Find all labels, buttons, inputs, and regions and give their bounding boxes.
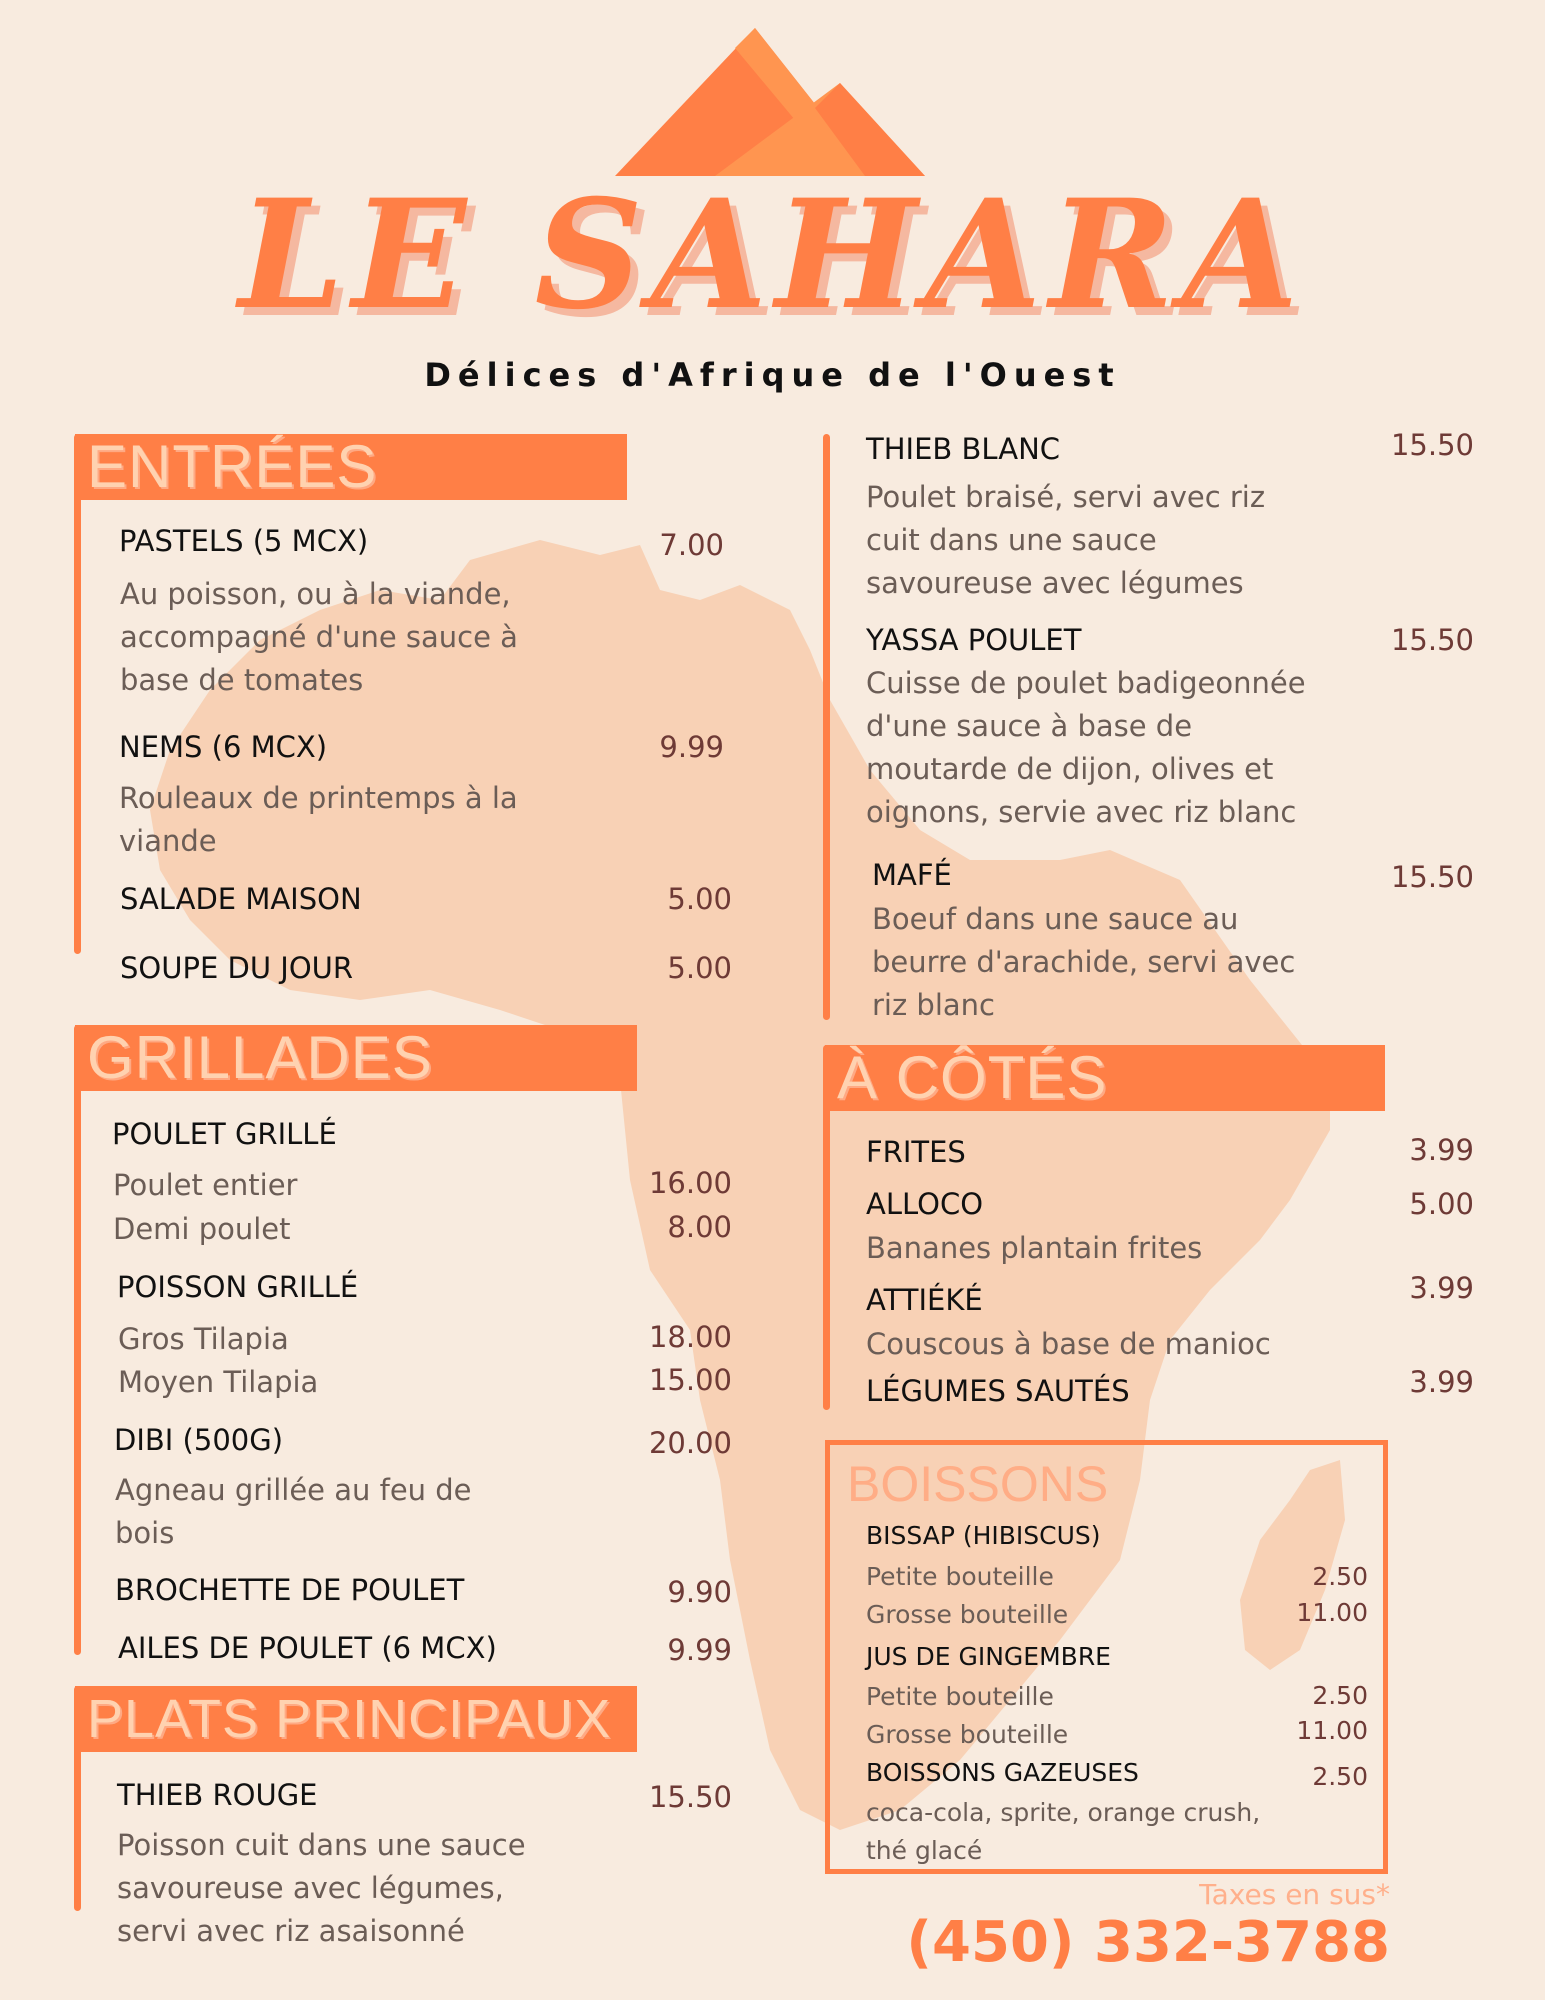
item-description: Bananes plantain frites [866,1231,1203,1265]
item-name: MAFÉ [872,858,952,892]
item-price: 5.00 [667,882,732,916]
item-name: AILES DE POULET (6 MCX) [118,1631,497,1665]
item-price: 11.00 [1296,1598,1368,1627]
item-name: THIEB ROUGE [117,1778,318,1812]
item-option: Gros Tilapia [118,1322,289,1356]
item-price: 15.50 [648,1780,732,1814]
item-price: 9.90 [667,1575,732,1609]
tax-note: Taxes en sus* [1199,1878,1390,1911]
item-price: 9.99 [659,730,724,764]
item-name: LÉGUMES SAUTÉS [866,1374,1130,1408]
item-option: Moyen Tilapia [118,1365,319,1399]
item-price: 8.00 [667,1210,732,1244]
item-description: Cuisse de poulet badigeonnée d'une sauce à base de moutarde de dijon, olives et oignons, servie avec riz blanc [866,666,1306,829]
section-title-boissons: BOISSONS [847,1456,1109,1512]
item-price: 2.50 [1312,1562,1368,1591]
item-description: Au poisson, ou à la viande, accompagné d'une sauce à base de tomates [120,577,518,697]
item-name: PASTELS (5 MCX) [119,524,369,558]
section-bar [823,434,830,1020]
section-title-entrees: ENTRÉES [75,434,627,500]
item-price: 2.50 [1312,1762,1368,1791]
section-bar [823,1045,830,1410]
item-description: Poisson cuit dans une sauce savoureuse avec légumes, servi avec riz asaisonné [117,1828,526,1948]
section-bar [74,1025,81,1655]
item-name: THIEB BLANC [866,432,1061,466]
item-option: Petite bouteille [866,1682,1054,1711]
item-price: 5.00 [667,951,732,985]
item-price: 3.99 [1409,1365,1474,1399]
tagline: Délices d'Afrique de l'Ouest [424,356,1121,394]
restaurant-name: LE SAHARA [238,167,1307,343]
item-price: 2.50 [1312,1681,1368,1710]
item-name: JUS DE GINGEMBRE [866,1642,1111,1671]
item-name: BROCHETTE DE POULET [115,1573,465,1607]
item-description: Boeuf dans une sauce au beurre d'arachide, servi avec riz blanc [872,902,1296,1022]
item-option: Demi poulet [113,1212,291,1246]
item-name: DIBI (500G) [114,1423,284,1457]
item-name: POISSON GRILLÉ [117,1270,359,1304]
item-price: 15.50 [1390,860,1474,894]
section-bar [74,434,81,954]
item-option: Grosse bouteille [866,1720,1069,1749]
item-description: Poulet braisé, servi avec riz cuit dans une sauce savoureuse avec légumes [866,480,1266,600]
item-description: coca-cola, sprite, orange crush, thé glacé [866,1798,1261,1865]
item-name: BOISSONS GAZEUSES [866,1758,1139,1787]
item-option: Petite bouteille [866,1562,1054,1591]
item-price: 11.00 [1296,1716,1368,1745]
item-name: SALADE MAISON [120,882,362,916]
item-price: 16.00 [648,1166,732,1200]
item-price: 7.00 [659,528,724,562]
section-bar [74,1686,81,1911]
item-price: 3.99 [1409,1133,1474,1167]
item-name: FRITES [866,1135,966,1169]
section-title-plats-principaux: PLATS PRINCIPAUX [75,1686,637,1752]
item-price: 9.99 [667,1633,732,1667]
item-price: 15.50 [1390,428,1474,462]
phone-number: (450) 332-3788 [906,1910,1390,1975]
item-name: ATTIÉKÉ [866,1283,983,1317]
section-title-grillades: GRILLADES [75,1025,637,1091]
item-price: 20.00 [648,1426,732,1460]
item-price: 15.50 [1390,623,1474,657]
item-description: Couscous à base de manioc [866,1327,1271,1361]
pyramid-logo-icon [615,28,935,178]
item-price: 18.00 [648,1320,732,1354]
item-description: Agneau grillée au feu de bois [115,1473,472,1550]
item-name: YASSA POULET [866,623,1082,657]
item-option: Grosse bouteille [866,1600,1069,1629]
item-name: ALLOCO [866,1187,984,1221]
section-title-cotes: À CÔTÉS [825,1045,1385,1111]
item-price: 5.00 [1409,1187,1474,1221]
item-price: 15.00 [648,1363,732,1397]
item-description: Rouleaux de printemps à la viande [119,781,518,858]
item-price: 3.99 [1409,1271,1474,1305]
item-name: POULET GRILLÉ [112,1117,337,1151]
item-name: SOUPE DU JOUR [120,951,354,985]
item-name: BISSAP (HIBISCUS) [866,1521,1101,1550]
item-name: NEMS (6 MCX) [119,730,328,764]
item-option: Poulet entier [113,1168,298,1202]
